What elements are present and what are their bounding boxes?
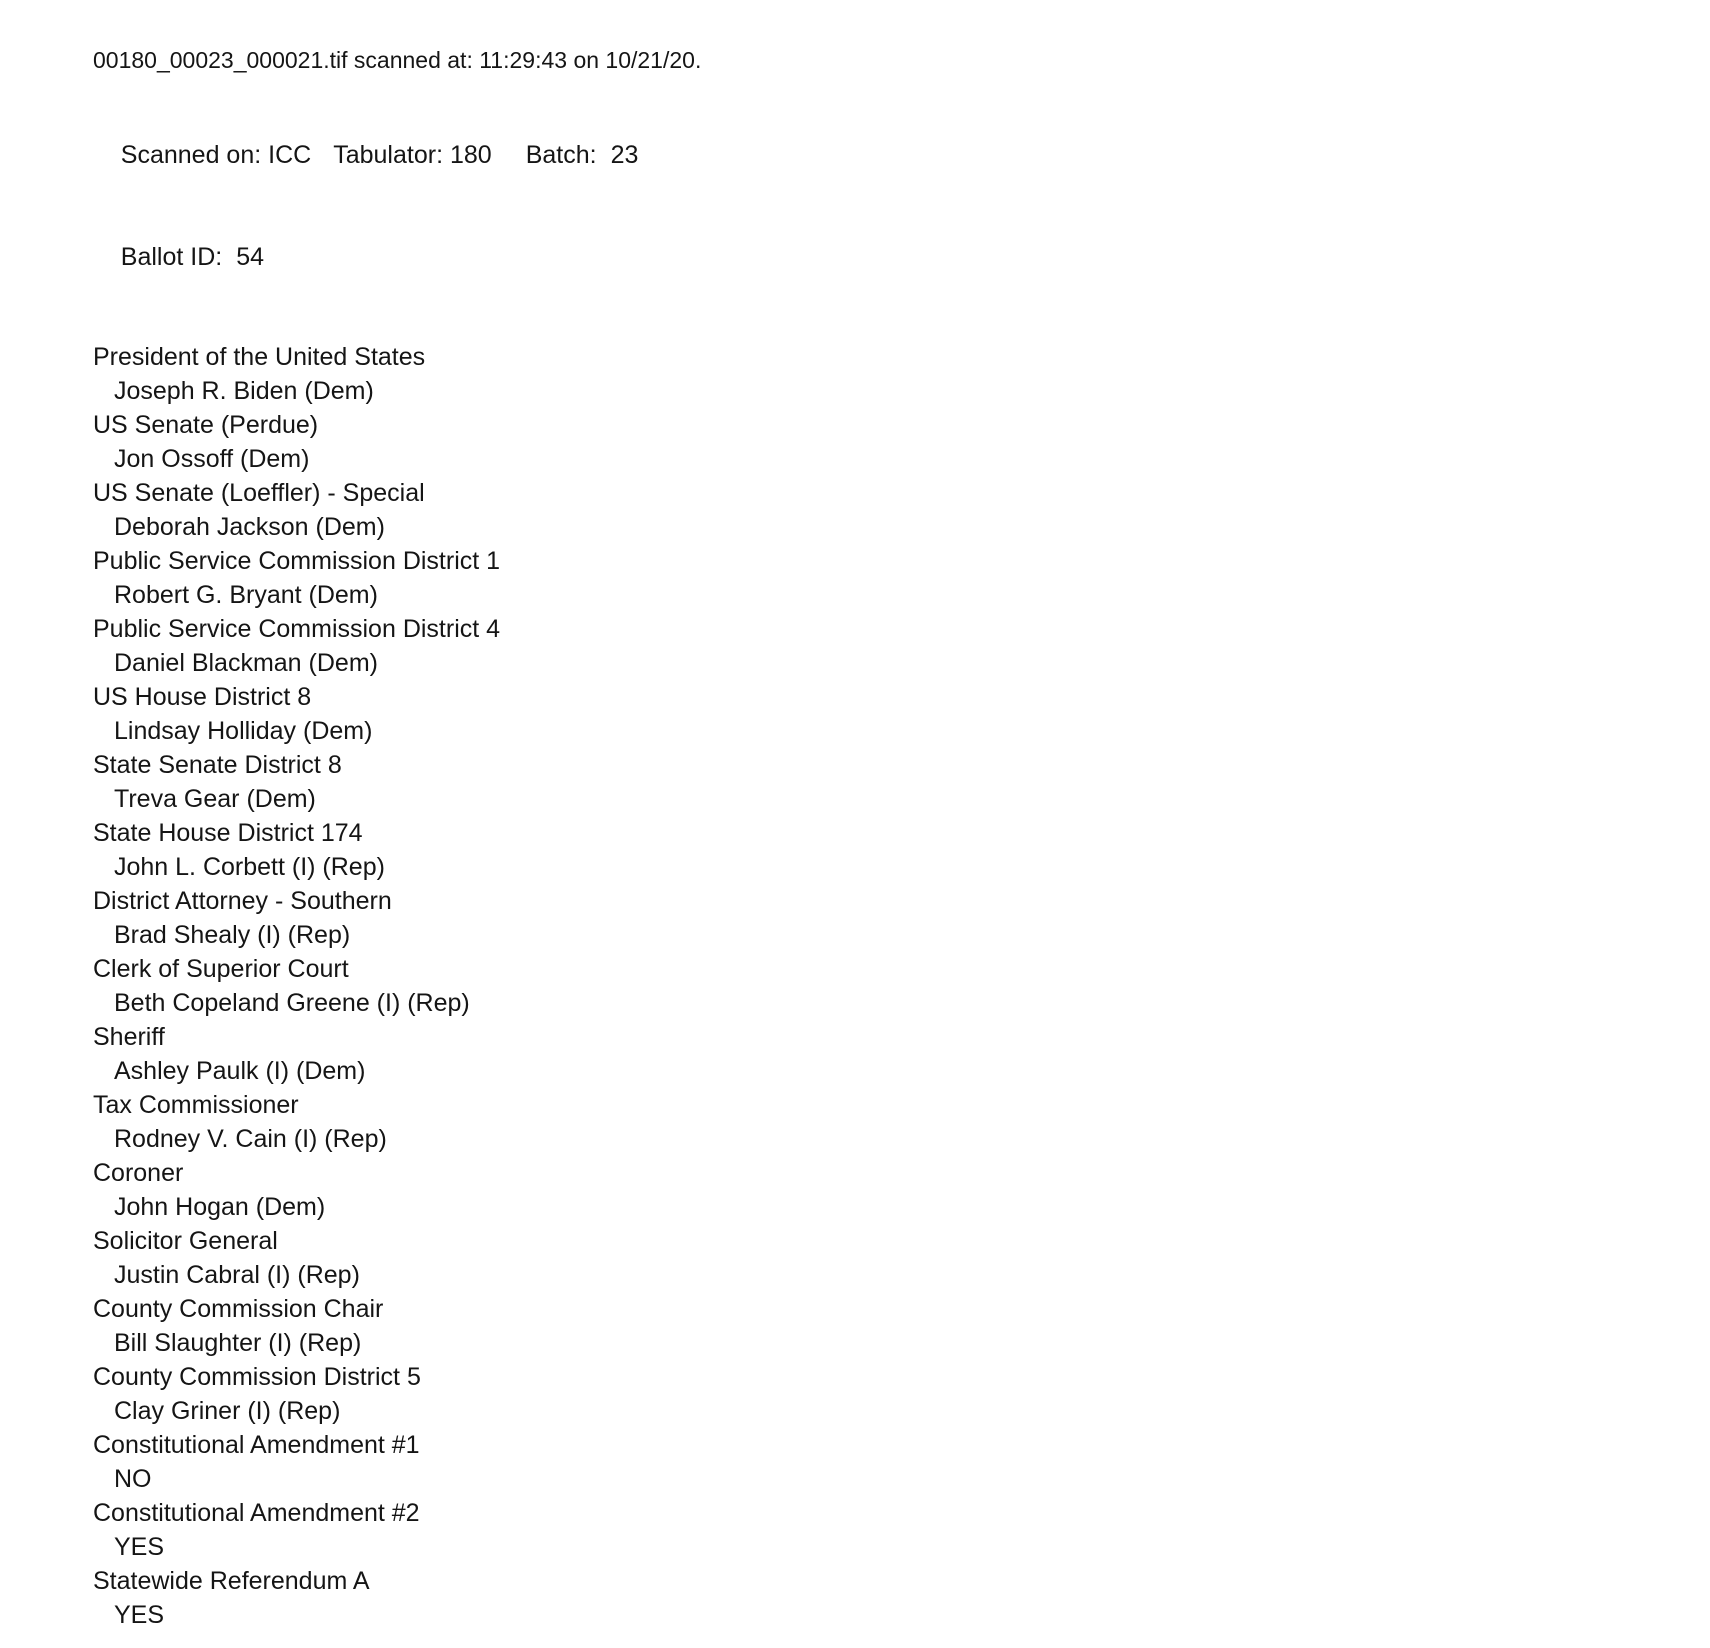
ballot-id-value: 54 [236,243,265,271]
contest-selection: Daniel Blackman (Dem) [114,649,378,677]
contest-office: Public Service Commission District 1 [93,547,501,575]
contest-list [93,340,1670,1632]
scan-info-line [93,104,1670,206]
contest-office: Public Service Commission District 4 [93,615,501,643]
contest-selection: Rodney V. Cain (I) (Rep) [114,1125,387,1153]
contest-block [93,544,1670,612]
contest-block [93,340,1670,408]
contest-selection: John L. Corbett (I) (Rep) [114,853,385,881]
contest-selection: YES [114,1533,165,1561]
scanned-on-value: ICC [268,141,312,169]
contest-block [93,952,1670,1020]
contest-office: Statewide Referendum A [93,1567,370,1595]
contest-block [93,884,1670,952]
contest-office: US Senate (Perdue) [93,411,319,439]
contest-office: Constitutional Amendment #1 [93,1431,420,1459]
batch-label: Batch: [525,141,597,169]
contest-selection: Lindsay Holliday (Dem) [114,717,373,745]
contest-block [93,680,1670,748]
contest-block [93,748,1670,816]
contest-block [93,1224,1670,1292]
contest-block [93,1020,1670,1088]
contest-selection: Ashley Paulk (I) (Dem) [114,1057,366,1085]
contest-selection: Deborah Jackson (Dem) [114,513,385,541]
contest-block [93,1292,1670,1360]
contest-office: President of the United States [93,343,426,371]
contest-block [93,1564,1670,1632]
contest-selection: Robert G. Bryant (Dem) [114,581,378,609]
contest-block [93,612,1670,680]
contest-selection: Jon Ossoff (Dem) [114,445,310,473]
contest-office: Clerk of Superior Court [93,955,349,983]
tabulator-value: 180 [449,141,492,169]
contest-selection: Clay Griner (I) (Rep) [114,1397,341,1425]
batch-value: 23 [610,141,639,169]
contest-office: State House District 174 [93,819,363,847]
contest-block [93,1360,1670,1428]
contest-block [93,476,1670,544]
contest-office: County Commission District 5 [93,1363,421,1391]
contest-office: Tax Commissioner [93,1091,299,1119]
contest-selection: Beth Copeland Greene (I) (Rep) [114,989,470,1017]
contest-block [93,816,1670,884]
contest-block [93,1428,1670,1496]
contest-block [93,408,1670,476]
scanned-on-label: Scanned on: [120,141,262,169]
contest-office: Sheriff [93,1023,165,1051]
contest-selection: YES [114,1601,165,1629]
file-scan-header: 00180_00023_000021.tif scanned at: 11:29:43 on 10/21/20. [93,47,702,73]
contest-office: Coroner [93,1159,184,1187]
contest-block [93,1156,1670,1224]
ballot-id-line [93,206,1670,308]
contest-office: State Senate District 8 [93,751,342,779]
contest-selection: Bill Slaughter (I) (Rep) [114,1329,362,1357]
contest-selection: John Hogan (Dem) [114,1193,326,1221]
ballot-id-label: Ballot ID: [120,243,223,271]
contest-office: Constitutional Amendment #2 [93,1499,420,1527]
contest-selection: Treva Gear (Dem) [114,785,316,813]
contest-selection: Brad Shealy (I) (Rep) [114,921,351,949]
tabulator-label: Tabulator: [333,141,444,169]
contest-office: Solicitor General [93,1227,278,1255]
contest-selection: NO [114,1465,152,1493]
contest-office: US House District 8 [93,683,312,711]
contest-selection: Justin Cabral (I) (Rep) [114,1261,360,1289]
contest-office: District Attorney - Southern [93,887,392,915]
contest-block [93,1088,1670,1156]
contest-block [93,1496,1670,1564]
contest-office: County Commission Chair [93,1295,384,1323]
contest-selection: Joseph R. Biden (Dem) [114,377,374,405]
contest-office: US Senate (Loeffler) - Special [93,479,425,507]
